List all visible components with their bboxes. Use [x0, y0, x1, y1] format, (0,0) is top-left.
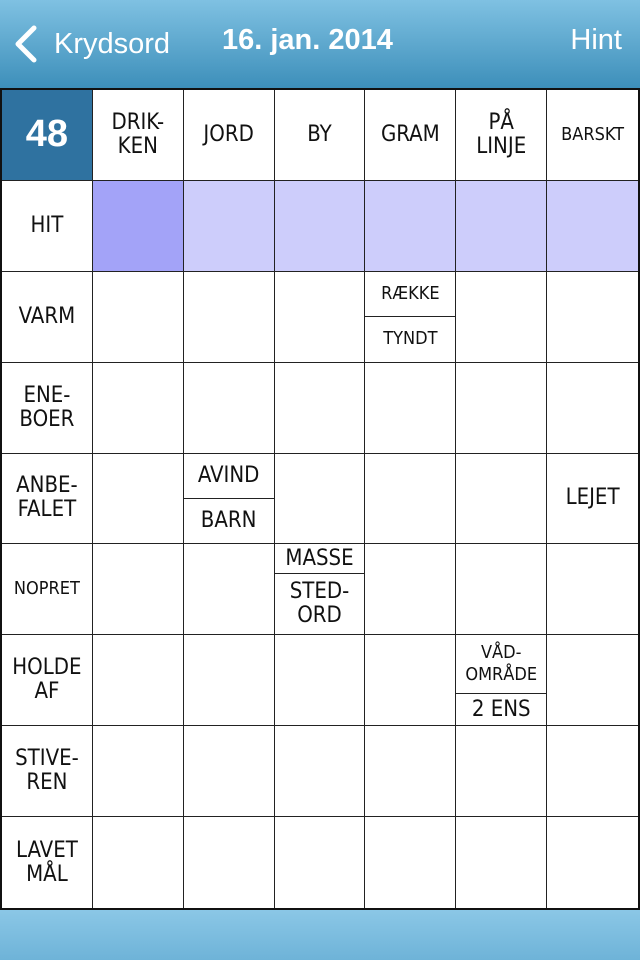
- answer-cell[interactable]: [93, 363, 184, 454]
- answer-cell[interactable]: [93, 635, 184, 726]
- answer-cell[interactable]: [547, 363, 638, 454]
- puzzle-number: 48: [25, 113, 69, 156]
- answer-cell[interactable]: [275, 635, 366, 726]
- clue-text: HOLDE AF: [12, 655, 82, 705]
- answer-cell[interactable]: [184, 726, 275, 817]
- clue-text: ENE- BOER: [19, 382, 75, 432]
- answer-cell[interactable]: [365, 544, 456, 635]
- answer-cell[interactable]: [456, 454, 547, 545]
- clue-half-top: [365, 272, 455, 317]
- clue-cell-row-4: [2, 454, 93, 545]
- clue-cell-row-1: [2, 181, 93, 272]
- clue-half-bottom: [365, 317, 455, 361]
- answer-cell[interactable]: [456, 363, 547, 454]
- answer-cell[interactable]: [184, 272, 275, 363]
- answer-cell[interactable]: [365, 635, 456, 726]
- answer-cell[interactable]: [456, 817, 547, 908]
- answer-cell[interactable]: [547, 817, 638, 908]
- back-button[interactable]: [12, 18, 170, 70]
- clue-cell: [547, 454, 638, 545]
- clue-cell-header-2: [184, 90, 275, 181]
- clue-text: STED- ORD: [289, 579, 350, 629]
- answer-cell[interactable]: [456, 272, 547, 363]
- clue-text: JORD: [203, 121, 254, 147]
- answer-cell[interactable]: [456, 726, 547, 817]
- clue-cell-header-4: [365, 90, 456, 181]
- answer-cell[interactable]: [93, 454, 184, 545]
- answer-cell[interactable]: [365, 181, 456, 272]
- clue-text: LEJET: [565, 485, 620, 511]
- clue-cell-split: [184, 454, 275, 545]
- clue-cell-header-3: [275, 90, 366, 181]
- answer-cell-active[interactable]: [93, 181, 184, 272]
- clue-half-bottom: [275, 574, 365, 634]
- answer-cell[interactable]: [93, 544, 184, 635]
- clue-text: PÅ LINJE: [476, 109, 527, 159]
- clue-cell-split: [275, 544, 366, 635]
- clue-cell-row-2: [2, 272, 93, 363]
- answer-cell[interactable]: [547, 272, 638, 363]
- answer-cell[interactable]: [365, 454, 456, 545]
- clue-cell-row-8: [2, 817, 93, 908]
- clue-text: HIT: [30, 212, 64, 238]
- clue-text: ANBE- FALET: [16, 473, 78, 523]
- clue-text: NOPRET: [13, 578, 80, 600]
- answer-cell[interactable]: [184, 635, 275, 726]
- answer-cell[interactable]: [184, 181, 275, 272]
- clue-text: BY: [307, 121, 332, 147]
- clue-cell-header-5: [456, 90, 547, 181]
- clue-text: VÅD- OMRÅDE: [465, 642, 538, 686]
- crossword-grid: [2, 90, 638, 908]
- answer-cell[interactable]: [365, 817, 456, 908]
- clue-text: 2 ENS: [471, 696, 531, 722]
- bottom-toolbar: [0, 910, 640, 960]
- clue-half-bottom: [184, 499, 274, 543]
- answer-cell[interactable]: [547, 726, 638, 817]
- answer-cell[interactable]: [275, 726, 366, 817]
- clue-text: RÆKKE: [381, 282, 440, 304]
- clue-cell-row-7: [2, 726, 93, 817]
- clue-cell-header-1: [93, 90, 184, 181]
- clue-text: STIVE- REN: [15, 746, 79, 796]
- clue-text: AVIND: [197, 462, 260, 488]
- clue-text: BARSKT: [561, 123, 624, 145]
- chevron-left-icon: [12, 24, 40, 64]
- clue-cell-row-6: [2, 635, 93, 726]
- answer-cell[interactable]: [275, 817, 366, 908]
- clue-text: LAVET MÅL: [16, 837, 78, 887]
- answer-cell[interactable]: [547, 544, 638, 635]
- answer-cell[interactable]: [184, 363, 275, 454]
- clue-cell-row-3: [2, 363, 93, 454]
- answer-cell[interactable]: [93, 817, 184, 908]
- clue-half-top: [184, 454, 274, 499]
- clue-half-bottom: [456, 694, 546, 725]
- clue-cell-split: [456, 635, 547, 726]
- answer-cell[interactable]: [365, 726, 456, 817]
- answer-cell[interactable]: [184, 544, 275, 635]
- answer-cell[interactable]: [456, 181, 547, 272]
- answer-cell[interactable]: [275, 181, 366, 272]
- answer-cell[interactable]: [275, 454, 366, 545]
- answer-cell[interactable]: [456, 544, 547, 635]
- clue-text: MASSE: [285, 545, 354, 571]
- answer-cell[interactable]: [93, 726, 184, 817]
- answer-cell[interactable]: [275, 272, 366, 363]
- answer-cell[interactable]: [184, 817, 275, 908]
- answer-cell[interactable]: [365, 363, 456, 454]
- clue-cell-row-5: [2, 544, 93, 635]
- navigation-bar: [0, 0, 640, 88]
- answer-cell[interactable]: [547, 181, 638, 272]
- clue-cell-split: [365, 272, 456, 363]
- puzzle-number-cell: [2, 90, 93, 181]
- answer-cell[interactable]: [547, 635, 638, 726]
- hint-button[interactable]: Hint: [570, 24, 622, 56]
- clue-half-top: [275, 544, 365, 574]
- clue-text: DRIK- KEN: [111, 109, 165, 159]
- answer-cell[interactable]: [93, 272, 184, 363]
- clue-text: GRAM: [380, 121, 440, 147]
- clue-half-top: [456, 635, 546, 694]
- clue-text: BARN: [200, 508, 257, 534]
- crossword-board: [0, 88, 640, 910]
- clue-text: TYNDT: [383, 328, 438, 350]
- clue-cell-header-6: [547, 90, 638, 181]
- clue-text: VARM: [18, 303, 76, 329]
- back-button-label: Krydsord: [54, 27, 171, 60]
- puzzle-date: 16. jan. 2014: [222, 24, 393, 56]
- answer-cell[interactable]: [275, 363, 366, 454]
